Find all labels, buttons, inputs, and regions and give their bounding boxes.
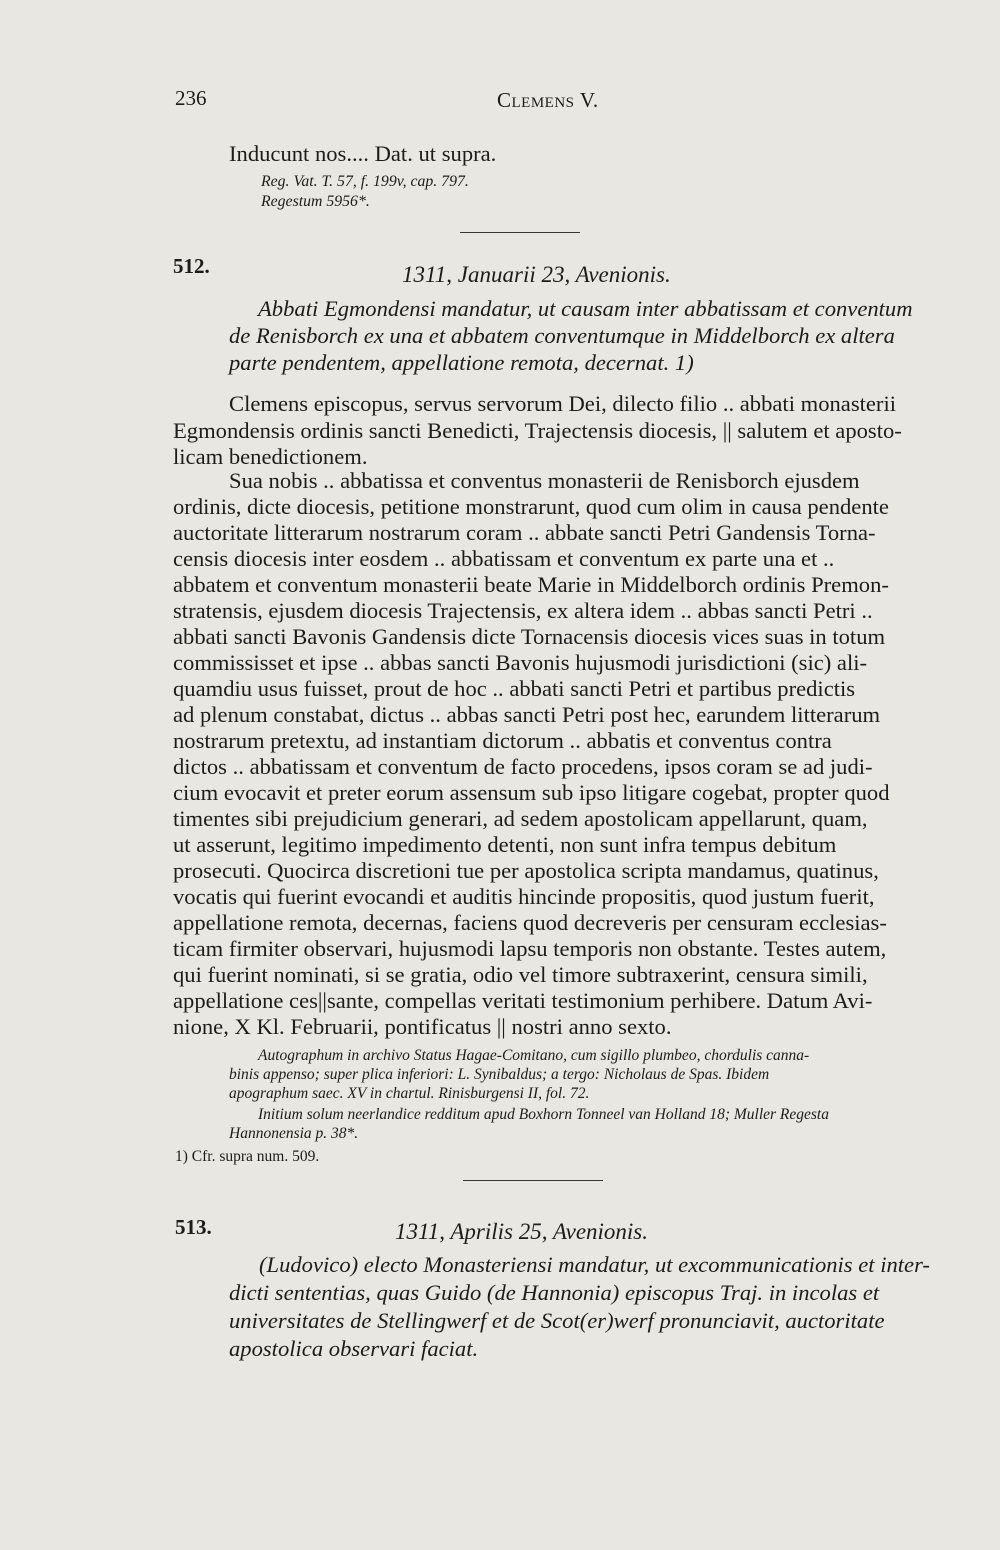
running-title: Clemens V. — [497, 88, 599, 112]
source-note-line: Autographum in archivo Status Hagae-Comitano, cum sigillo plumbeo, chordulis canna- — [258, 1047, 810, 1064]
body-line: timentes sibi prejudicium generari, ad sedem apostolicam appellarunt, quam, — [173, 806, 868, 831]
body-line: licam benedictionem. — [173, 444, 368, 469]
separator-rule — [463, 1180, 603, 1181]
footnote: 1) Cfr. supra num. 509. — [175, 1148, 320, 1165]
summary-line: parte pendentem, appellatione remota, decernat. 1) — [229, 350, 694, 375]
prev-entry-source: Reg. Vat. T. 57, f. 199v, cap. 797. — [261, 173, 469, 190]
body-line: vocatis qui fuerint evocandi et auditis hincinde propositis, quod justum fuerit, — [173, 884, 875, 909]
summary-line: apostolica observari faciat. — [229, 1336, 479, 1361]
source-note-line: apographum saec. XV in chartul. Rinisburgensi II, fol. 72. — [229, 1085, 590, 1102]
entry-number: 513. — [175, 1215, 212, 1239]
body-line: prosecuti. Quocirca discretioni tue per apostolica scripta mandamus, quatinus, — [173, 858, 879, 883]
body-line: auctoritate litterarum nostrarum coram .. abbate sancti Petri Gandensis Torna- — [173, 520, 876, 545]
body-line: stratensis, ejusdem diocesis Trajectensis, ex altera idem .. abbas sancti Petri .. — [173, 598, 873, 623]
body-line: ordinis, dicte diocesis, petitione monstrarunt, quod cum olim in causa pendente — [173, 494, 889, 519]
entry-date: 1311, Januarii 23, Avenionis. — [402, 262, 671, 287]
body-line: Egmondensis ordinis sancti Benedicti, Trajectensis diocesis, || salutem et aposto- — [173, 418, 902, 443]
body-line: Sua nobis .. abbatissa et conventus monasterii de Renisborch ejusdem — [229, 468, 860, 493]
summary-line: universitates de Stellingwerf et de Scot(er)werf pronunciavit, auctoritate — [229, 1308, 885, 1333]
summary-line: Abbati Egmondensi mandatur, ut causam inter abbatissam et conventum — [258, 296, 913, 321]
body-line: censis diocesis inter eosdem .. abbatissam et conventum ex parte una et .. — [173, 546, 835, 571]
body-line: dictos .. abbatissam et conventum de facto procedens, ipsos coram se ad judi- — [173, 754, 873, 779]
body-line: nione, X Kl. Februarii, pontificatus || nostri anno sexto. — [173, 1014, 672, 1039]
body-line: quamdiu usus fuisset, prout de hoc .. abbati sancti Petri et partibus predictis — [173, 676, 856, 701]
body-line: appellatione ces||sante, compellas veritati testimonium perhibere. Datum Avi- — [173, 988, 873, 1013]
body-line: abbatem et conventum monasterii beate Marie in Middelborch ordinis Premon- — [173, 572, 889, 597]
body-line: ad plenum constabat, dictus .. abbas sancti Petri post hec, earundem litterarum — [173, 702, 881, 727]
summary-line: (Ludovico) electo Monasteriensi mandatur, ut excommunicationis et inter- — [259, 1252, 930, 1277]
body-line: appellatione remota, decernas, faciens quod decreveris per censuram ecclesias- — [173, 910, 887, 935]
prev-entry-line: Inducunt nos.... Dat. ut supra. — [229, 141, 497, 166]
page-number: 236 — [175, 86, 207, 110]
body-line: ticam firmiter observari, hujusmodi lapsu temporis non obstante. Testes autem, — [173, 936, 887, 961]
body-line: ut asserunt, legitimo impedimento detenti, non sunt infra tempus debitum — [173, 832, 837, 857]
body-line: abbati sancti Bavonis Gandensis dicte Tornacensis diocesis vices suas in totum — [173, 624, 886, 649]
summary-line: de Renisborch ex una et abbatem conventumque in Middelborch ex altera — [229, 323, 895, 348]
entry-number: 512. — [173, 254, 210, 278]
source-note-line: Hannonensia p. 38*. — [229, 1125, 359, 1142]
body-line: qui fuerint nominati, si se gratia, odio vel timore subtraxerint, censura simili, — [173, 962, 868, 987]
body-line: nostrarum pretextu, ad instantiam dictorum .. abbatis et conventus contra — [173, 728, 832, 753]
separator-rule — [460, 232, 580, 233]
body-line: Clemens episcopus, servus servorum Dei, dilecto filio .. abbati monasterii — [229, 391, 897, 416]
body-line: commississet et ipse .. abbas sancti Bavonis hujusmodi jurisdictioni (sic) ali- — [173, 650, 868, 675]
source-note-line: binis appenso; super plica inferiori: L. Synibaldus; a tergo: Nicholaus de Spas. Ibidem — [229, 1066, 770, 1083]
source-note-line: Initium solum neerlandice redditum apud Boxhorn Tonneel van Holland 18; Muller Regesta — [258, 1106, 829, 1123]
body-line: cium evocavit et preter eorum assensum sub ipso litigare cogebat, propter quod — [173, 780, 890, 805]
summary-line: dicti sententias, quas Guido (de Hannonia) episcopus Traj. in incolas et — [229, 1280, 880, 1305]
prev-entry-regestum: Regestum 5956*. — [261, 193, 370, 210]
entry-date: 1311, Aprilis 25, Avenionis. — [395, 1219, 649, 1244]
